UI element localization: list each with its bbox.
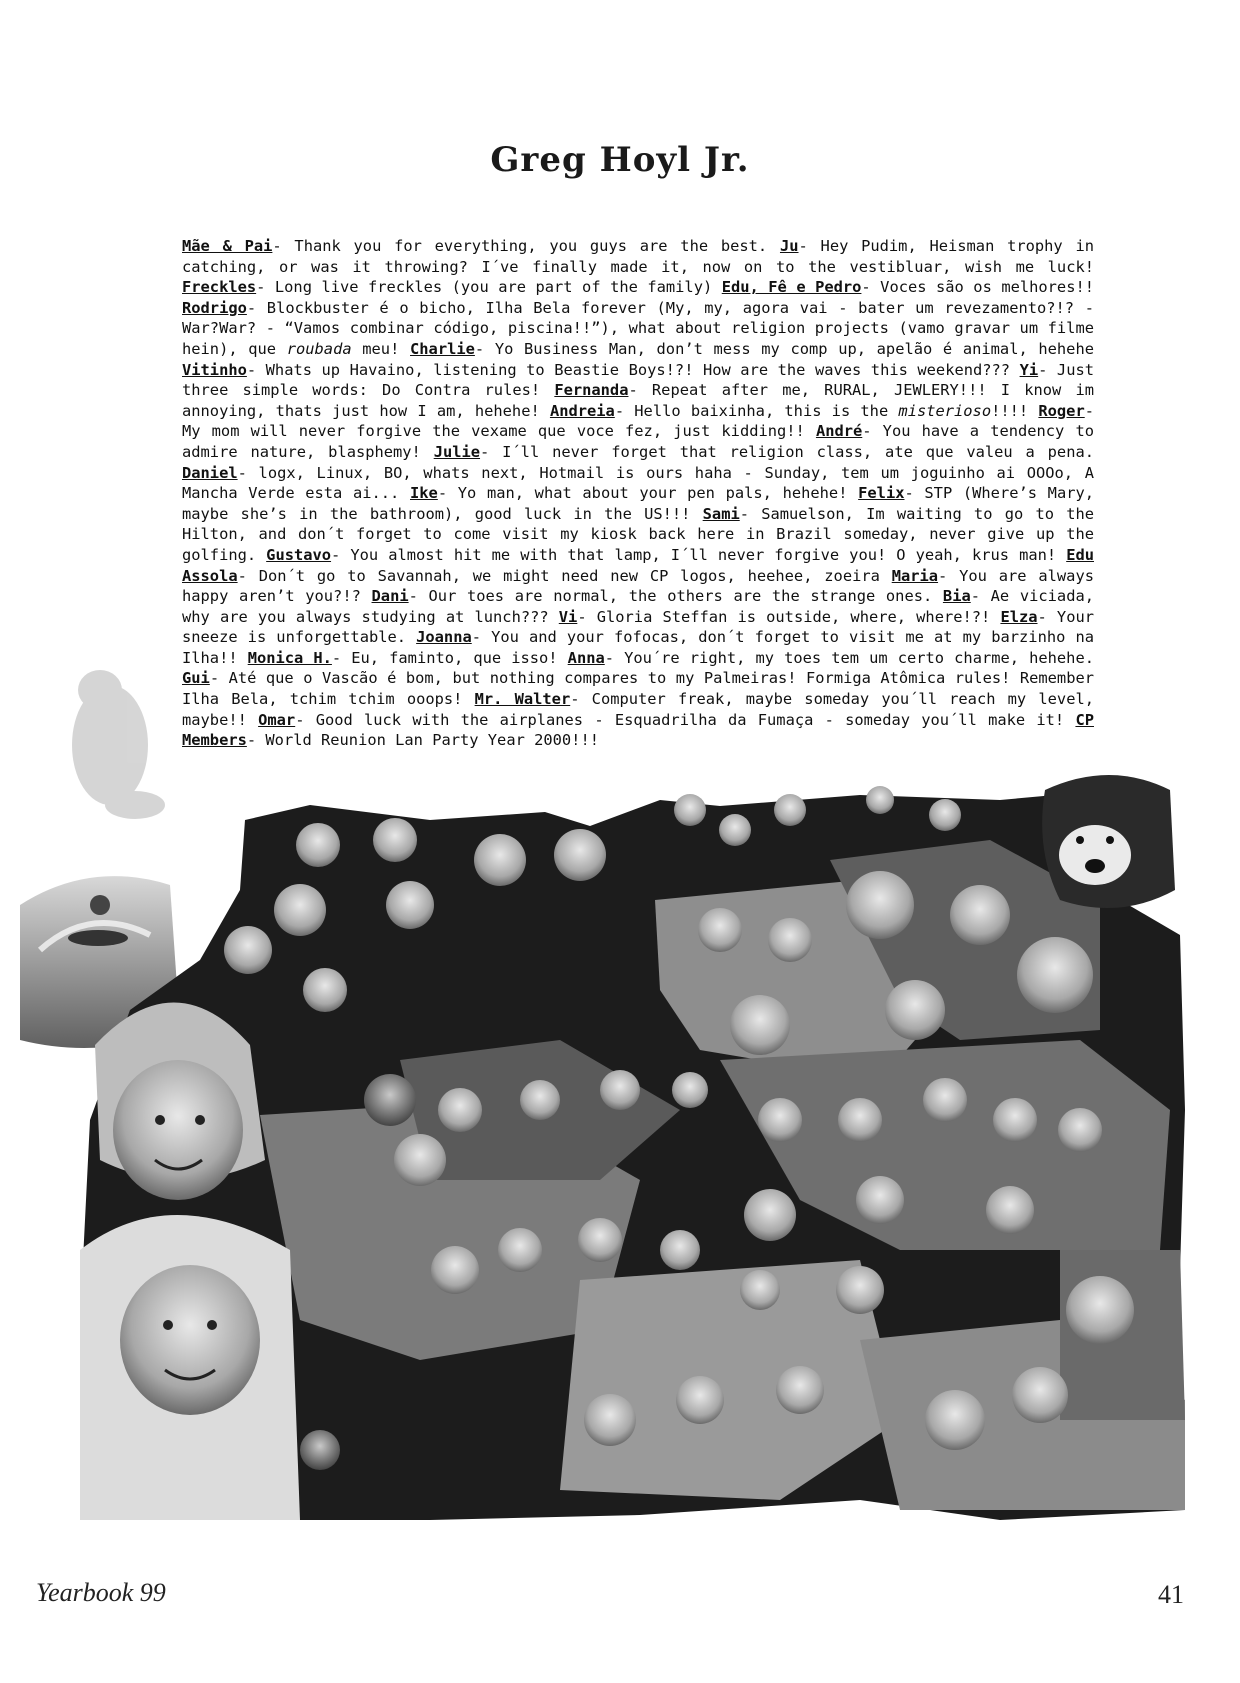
dedication-text: - Yo Business Man, don’t mess my comp up, apelão é animal, hehehe — [474, 339, 1094, 358]
dedication-text: - Long live freckles (you are part of the family) — [256, 278, 722, 297]
dedication-text: - Our toes are normal, the others are the strange ones. — [408, 587, 943, 606]
dedication-name: Ike — [410, 484, 438, 503]
dedication-text: - Blockbuster é o bicho, Ilha Bela forever (My, my, agora vai - bater um revezamento?!? - War?War? - “Vamos combinar código, piscina!!”), what about religion projects (vamo gravar um filme hein), que — [182, 298, 1094, 358]
dedication-name: Mãe & Pai — [182, 237, 273, 255]
dedication-text: !!!! — [991, 401, 1039, 420]
toddler-photo — [80, 1215, 300, 1520]
dedication-name: Yi — [1019, 360, 1039, 379]
dedication-text: - Voces são os melhores!! — [861, 278, 1094, 297]
girl-in-hat-photo — [95, 1003, 265, 1201]
dedication-name: Freckles — [182, 278, 257, 297]
dedication-text: - My mom will never forgive the vexame que voce fez, just kidding!! — [182, 401, 1094, 441]
dedication-name: Julie — [433, 442, 481, 461]
dedication-text: - Repeat after me, RURAL, JEWLERY!!! I know im annoying, thats just how I am, hehehe! — [182, 381, 1095, 420]
dedication-name: Andreia — [549, 401, 615, 420]
dedication-name: Bia — [942, 587, 971, 606]
dedication-text: - Don´t go to Savannah, we might need new CP logos, heehee, zoeira — [237, 566, 892, 585]
dedication-text: - Samuelson, Im waiting to go to the Hilton, and don´t forget to come visit my kiosk back here in Brazil someday, never give up the golfing. — [182, 504, 1094, 564]
emphasized-text: roubada — [286, 339, 352, 358]
dedication-name: Charlie — [410, 339, 475, 358]
dedication-text: - Whats up Havaino, listening to Beastie Boys!?! How are the waves this weekend??? — [246, 360, 1020, 379]
dedication-name: Sami — [702, 504, 740, 523]
dedication-text: - Hey Pudim, Heisman trophy in catching, or was it throwing? I´ve finally made it, now on to the vestibluar, wish me luck! — [182, 237, 1094, 276]
dedication-text: - You are always happy aren’t you?!? — [182, 566, 1094, 606]
dedication-text: meu! — [351, 339, 411, 358]
dedication-text: - Computer freak, maybe someday you´ll reach my level, maybe!! — [182, 690, 1094, 729]
dedication-text: - Yo man, what about your pen pals, hehehe! — [437, 484, 859, 503]
dedication-text: - Hello baixinha, this is the — [614, 401, 899, 420]
dedication-name: Vitinho — [182, 360, 247, 379]
dedication-name: Dani — [371, 587, 409, 606]
dedication-name: CP Members — [182, 710, 1094, 750]
dedication-text: - Just three simple words: Do Contra rules! — [182, 360, 1094, 400]
page-title: Greg Hoyl Jr. — [490, 140, 750, 180]
page-number: 41 — [1158, 1580, 1184, 1609]
dedication-text: - Thank you for everything, you guys are the best. — [272, 237, 780, 255]
dedication-name: Roger — [1038, 401, 1085, 420]
dedication-name: Maria — [891, 566, 939, 585]
faded-cartoon-figure — [72, 670, 165, 819]
yearbook-label: Yearbook 99 — [36, 1578, 166, 1607]
dedication-name: Vi — [558, 607, 578, 626]
dedication-name: Daniel — [182, 463, 238, 482]
dedication-name: Fernanda — [554, 381, 629, 400]
dedication-text: - Gloria Steffan is outside, where, where!?! — [577, 607, 1001, 626]
dedication-text: - Good luck with the airplanes - Esquadrilha da Fumaça - someday you´ll make it! — [295, 710, 1076, 729]
dedication-name: Gustavo — [266, 545, 332, 564]
dedication-text: - I´ll never forget that religion class, ate que valeu a pena. — [480, 442, 1094, 461]
collage-faces — [224, 786, 1134, 1470]
dedication-text: - You have a tendency to admire nature, blasphemy! — [182, 422, 1094, 461]
dedication-name: Gui — [182, 669, 210, 688]
dedication-text: - Até que o Vascão é bom, but nothing compares to my Palmeiras! Formiga Atômica rules! Remember Ilha Bela, tchim tchim ooops! — [182, 669, 1094, 709]
dedication-name: Omar — [258, 710, 296, 729]
surfer-photo — [20, 876, 180, 1048]
message-body — [182, 236, 1094, 751]
dedication-name: Anna — [567, 648, 605, 667]
dedication-text: - Your sneeze is unforgettable. — [182, 607, 1094, 647]
dedication-name: Mr. Walter — [474, 690, 571, 709]
emphasized-text: misterioso — [898, 401, 992, 420]
dedication-name: Ju — [779, 237, 799, 255]
dedication-name: Elza — [1000, 607, 1038, 626]
dedication-text: - You´re right, my toes tem um certo charme, hehehe. — [604, 648, 1094, 667]
dedication-text: - Ae viciada, why are you always studying at lunch??? — [182, 587, 1094, 626]
dedication-name: Edu Assola — [182, 545, 1094, 585]
collage-main — [80, 790, 1185, 1520]
dog-photo — [1042, 775, 1175, 908]
dedication-text: - You and your fofocas, don´t forget to visit me at my barzinho na Ilha!! — [182, 628, 1094, 667]
dedication-name: Edu, Fê e Pedro — [721, 278, 862, 297]
dedication-text: - World Reunion Lan Party Year 2000!!! — [246, 731, 599, 750]
dedication-text: - Eu, faminto, que isso! — [331, 648, 568, 667]
dedication-name: Joanna — [416, 628, 472, 647]
dedication-text: - You almost hit me with that lamp, I´ll never forgive you! O yeah, krus man! — [331, 545, 1067, 564]
dedication-name: Felix — [858, 484, 905, 503]
dedication-text: - STP (Where’s Mary, maybe she’s in the bathroom), good luck in the US!!! — [182, 484, 1095, 523]
dedication-text: - logx, Linux, BO, whats next, Hotmail is ours haha - Sunday, tem um joguinho ai OOOo, A Mancha Verde esta ai... — [182, 463, 1094, 503]
dedication-name: Monica H. — [247, 648, 332, 667]
dedication-name: André — [815, 422, 863, 441]
dedication-name: Rodrigo — [182, 298, 247, 317]
